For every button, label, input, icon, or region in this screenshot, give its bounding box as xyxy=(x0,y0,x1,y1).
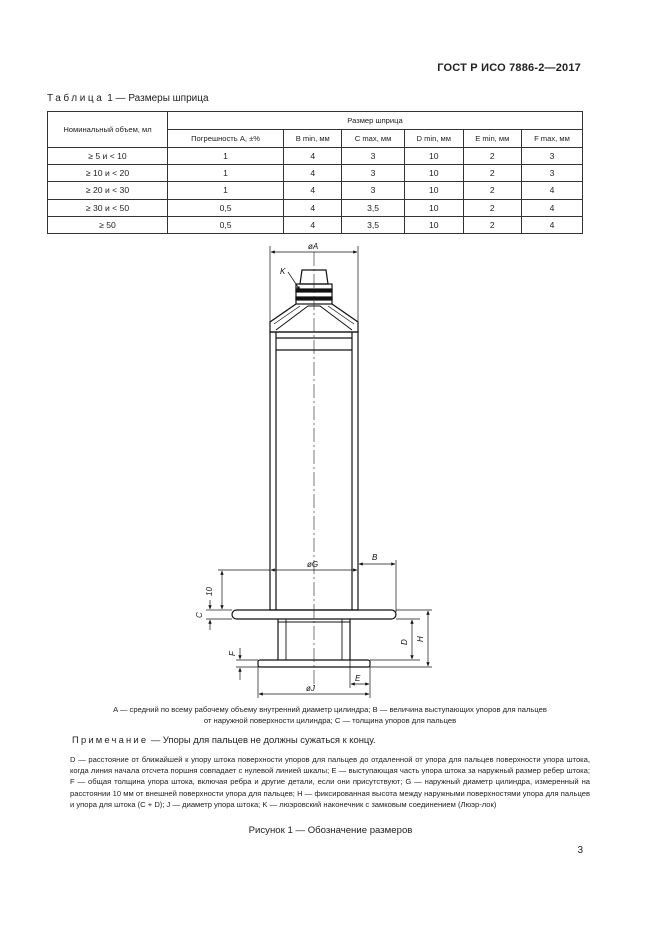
table-cell: 3,5 xyxy=(342,216,404,233)
table-cell: 4 xyxy=(521,182,582,199)
standard-header: ГОСТ Р ИСО 7886-2—2017 xyxy=(437,62,581,74)
figure-legend-line-1: A — средний по всему рабочему объему внутренний диаметр цилиндра; B — величина выступающих упоров для пальцев xyxy=(113,705,547,714)
table-cell: 0,5 xyxy=(168,216,284,233)
label-F: F xyxy=(228,651,237,656)
cell-volume: ≥ 50 xyxy=(48,216,168,233)
label-dJ: øJ xyxy=(306,684,315,693)
table-cell: 3 xyxy=(521,148,582,165)
figure-note xyxy=(72,734,376,745)
cell-volume: ≥ 30 и < 50 xyxy=(48,199,168,216)
col-header: E min, мм xyxy=(463,130,521,148)
table-cell: 3 xyxy=(342,148,404,165)
table-cell: 4 xyxy=(284,216,342,233)
table-cell: 10 xyxy=(404,182,463,199)
note-text: — Упоры для пальцев не должны сужаться к концу. xyxy=(148,734,376,745)
figure-legend-line-2: от наружной поверхности цилиндра; C — толщина упоров для пальцев xyxy=(203,716,457,725)
label-H: H xyxy=(416,636,425,642)
label-D: D xyxy=(400,639,409,645)
table-cell: 1 xyxy=(168,148,284,165)
page-number: 3 xyxy=(577,845,583,856)
label-K: K xyxy=(280,267,286,276)
col-nominal-volume: Номинальный объем, мл xyxy=(48,112,168,148)
label-10: 10 xyxy=(205,587,214,596)
label-C: C xyxy=(195,612,204,618)
table-cell: 3,5 xyxy=(342,199,404,216)
table-cell: 10 xyxy=(404,165,463,182)
table-cell: 4 xyxy=(284,148,342,165)
table-cell: 1 xyxy=(168,165,284,182)
table-cell: 0,5 xyxy=(168,199,284,216)
label-B: B xyxy=(372,553,378,562)
group-header: Размер шприца xyxy=(168,112,583,130)
table-cell: 4 xyxy=(284,165,342,182)
table-cell: 4 xyxy=(521,216,582,233)
table-caption-rest: 1 — Размеры шприца xyxy=(104,93,209,104)
col-header: Погрешность A, ±% xyxy=(168,130,284,148)
table-cell: 4 xyxy=(521,199,582,216)
table-cell: 2 xyxy=(463,216,521,233)
table-cell: 2 xyxy=(463,182,521,199)
figure-caption: Рисунок 1 — Обозначение размеров xyxy=(248,825,413,836)
col-header: F max, мм xyxy=(521,130,582,148)
label-E: E xyxy=(355,674,361,683)
leader-K xyxy=(288,272,300,290)
figure-definitions: D — расстояние от ближайшей к упору штока поверхности упоров для пальцев до отдаленной от упора для пальцев поверхности упора штока, когда линия начала отсчета поршня совпадает с нулевой линией шкалы; E — выступающая часть упора штока за наружный размер ребер штока; F — общая толщина упора штока, включая ребра и другие детали, если они присутствуют; G — наружный диаметр цилиндра, измеренный на расстоянии 10 мм от внешней поверхности упора для пальцев; H — фиксированная высота между наружными поверхностями упора для пальцев и упора для штока (C + D); J — диаметр упора штока; K — люэровский наконечник с замковым соединением (Люэр-лок) xyxy=(70,755,590,809)
col-header: D min, мм xyxy=(404,130,463,148)
table-cell: 3 xyxy=(342,182,404,199)
table-cell: 4 xyxy=(284,182,342,199)
table-cell: 3 xyxy=(521,165,582,182)
table-cell: 2 xyxy=(463,165,521,182)
table-cell: 2 xyxy=(463,148,521,165)
table-cell: 1 xyxy=(168,182,284,199)
cell-volume: ≥ 5 и < 10 xyxy=(48,148,168,165)
col-header: B min, мм xyxy=(284,130,342,148)
label-dA: øA xyxy=(308,242,319,251)
label-dG: øG xyxy=(307,560,319,569)
table-caption-word: Таблица xyxy=(47,93,105,104)
table-cell: 2 xyxy=(463,199,521,216)
table-cell: 10 xyxy=(404,199,463,216)
table-cell: 3 xyxy=(342,165,404,182)
table-cell: 10 xyxy=(404,148,463,165)
note-word: Примечание xyxy=(72,734,149,745)
cell-volume: ≥ 20 и < 30 xyxy=(48,182,168,199)
table-cell: 10 xyxy=(404,216,463,233)
cell-volume: ≥ 10 и < 20 xyxy=(48,165,168,182)
table-cell: 4 xyxy=(284,199,342,216)
col-header: C max, мм xyxy=(342,130,404,148)
